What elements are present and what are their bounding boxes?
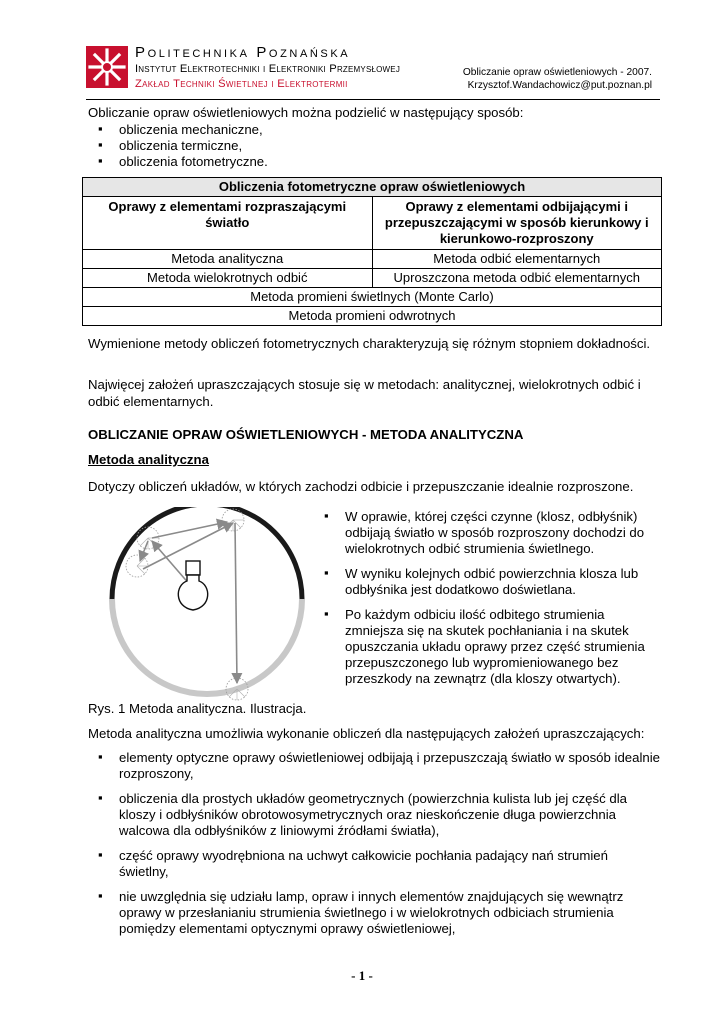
subheading-text: Metoda analityczna (88, 452, 209, 467)
list-item: ▪ część oprawy wyodrębniona na uchwyt całkowicie pochłania padający nań strumień świetlny, (88, 848, 660, 880)
list-item: ▪ obliczenia fotometryczne. (88, 154, 660, 170)
section-heading: OBLICZANIE OPRAW OŚWIETLENIOWYCH - METODA ANALITYCZNA (88, 427, 524, 442)
table-cell: Uproszczona metoda odbić elementarnych (372, 269, 662, 288)
paragraph: Dotyczy obliczeń układów, w których zachodzi odbicie i przepuszczanie idealnie rozproszone. (88, 479, 634, 494)
table-row (83, 288, 662, 307)
institution-name: Politechnika Poznańska (135, 44, 351, 61)
header-info (463, 66, 652, 92)
list-item: ▪ obliczenia mechaniczne, (88, 122, 660, 138)
table-cell: Metoda promieni świetlnych (Monte Carlo) (83, 288, 662, 307)
table-row (83, 250, 662, 269)
figure-caption: Rys. 1 Metoda analityczna. Ilustracja. (88, 701, 307, 716)
author-email: Krzysztof.Wandachowicz@put.poznan.pl (467, 80, 652, 91)
table-cell: Metoda wielokrotnych odbić (83, 269, 373, 288)
list-item: ▪ elementy optyczne oprawy oświetleniowej odbijają i przepuszczają światło w sposób idealnie rozproszony, (88, 750, 660, 782)
paragraph: Wymienione metody obliczeń fotometrycznych charakteryzują się różnym stopniem dokładności. (88, 336, 651, 351)
table-title: Obliczenia fotometryczne opraw oświetleniowych (83, 178, 662, 197)
list-item: ▪ obliczenia termiczne, (88, 138, 660, 154)
table-cell: Metoda odbić elementarnych (372, 250, 662, 269)
doc-title: Obliczanie opraw oświetleniowych - 2007. (462, 67, 652, 78)
photometric-methods-table (82, 177, 662, 326)
university-logo-icon (86, 46, 128, 88)
list-item: ▪ W wyniku kolejnych odbić powierzchnia klosza lub odbłyśnika jest dodatkowo doświetlana. (314, 566, 666, 598)
assumptions-list (88, 750, 660, 946)
header-divider (86, 99, 660, 100)
list-item: ▪ obliczenia dla prostych układów geometrycznych (powierzchnia kulista lub jej część dla kloszy i odbłyśników obrotowosymetrycznych oraz nieskończenie długa powierzchnia walcowa dla odbłyśników z liniowymi źródłami światła), (88, 791, 660, 839)
paragraph: Najwięcej założeń upraszczających stosuje się w metodach: analitycznej, wielokrotnych odbić i odbić elementarnych. (88, 377, 641, 409)
intro-block (88, 105, 660, 170)
analytical-method-illustration (107, 507, 307, 707)
page-number: - 1 - (351, 968, 373, 983)
table-row (83, 307, 662, 326)
figure-description-list (314, 509, 666, 696)
list-item: ▪ W oprawie, której części czynne (klosz, odbłyśnik) odbijają światło w sposób rozproszony dochodzi do wielokrotnych odbić strumienia świetlnego. (314, 509, 666, 557)
department-name: Zakład Techniki Świetlnej i Elektrotermii (135, 78, 348, 90)
intro-text: Obliczanie opraw oświetleniowych można podzielić w następujący sposób: (88, 105, 524, 120)
table-cell: Metoda promieni odwrotnych (83, 307, 662, 326)
table-cell: Metoda analityczna (83, 250, 373, 269)
table-header-cell: Oprawy z elementami rozpraszającymi światło (83, 197, 373, 250)
list-item: ▪ nie uwzględnia się udziału lamp, opraw i innych elementów znajdujących się wewnątrz oprawy w przesłanianiu strumienia świetlnego i w wielokrotnych odbiciach strumienia pomiędzy elementami optycznymi oprawy oświetleniowej, (88, 889, 660, 937)
institute-name: Instytut Elektrotechniki i Elektroniki Przemysłowej (135, 63, 401, 75)
intro-list (88, 122, 660, 170)
paragraph: Metoda analityczna umożliwia wykonanie obliczeń dla następujących założeń upraszczających: (88, 726, 645, 741)
table-header-cell: Oprawy z elementami odbijającymi i przepuszczającymi w sposób kierunkowy i kierunkowo-rozproszony (372, 197, 662, 250)
subheading (88, 452, 660, 469)
list-item: ▪ Po każdym odbiciu ilość odbitego strumienia zmniejsza się na skutek pochłaniania i na skutek opuszczania układu oprawy przez część strumienia przepuszczonego lub wypromieniowanego bez przeszkody na zewnątrz (dla kloszy otwartych). (314, 607, 666, 687)
table-row (83, 269, 662, 288)
